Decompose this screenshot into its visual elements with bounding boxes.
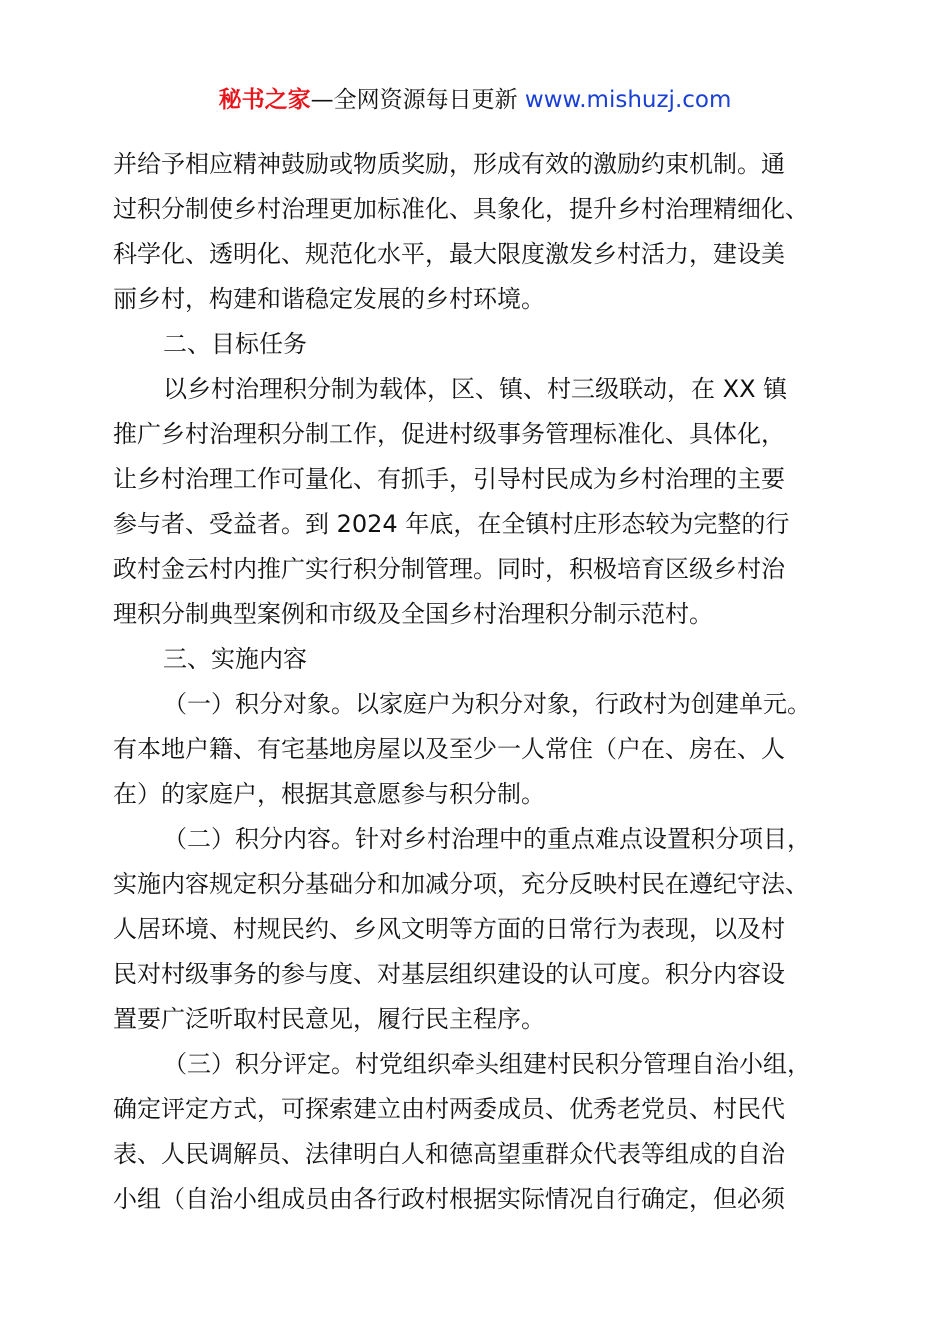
text-line: 参与者、受益者。到 2024 年底，在全镇村庄形态较为完整的行 <box>113 510 790 538</box>
text-line: 人居环境、村规民约、乡风文明等方面的日常行为表现，以及村 <box>113 915 785 943</box>
site-brand: 秘书之家 <box>218 87 311 113</box>
site-url-link[interactable]: www.mishuzj.com <box>524 87 732 113</box>
text-line: 置要广泛听取村民意见，履行民主程序。 <box>113 1005 545 1033</box>
site-tagline: —全网资源每日更新 <box>310 87 525 113</box>
text-line: 在）的家庭户，根据其意愿参与积分制。 <box>113 780 545 808</box>
text-line: 推广乡村治理积分制工作，促进村级事务管理标准化、具体化， <box>113 420 785 448</box>
text-line: 确定评定方式，可探索建立由村两委成员、优秀老党员、村民代 <box>113 1095 785 1123</box>
text-line: 二、目标任务 <box>163 330 307 358</box>
text-line: 表、人民调解员、法律明白人和德高望重群众代表等组成的自治 <box>113 1140 785 1168</box>
text-line: 过积分制使乡村治理更加标准化、具象化，提升乡村治理精细化、 <box>113 195 809 223</box>
document-body <box>113 142 848 1222</box>
text-line: 三、实施内容 <box>163 645 307 673</box>
text-line: （二）积分内容。针对乡村治理中的重点难点设置积分项目， <box>163 825 811 853</box>
text-line: 实施内容规定积分基础分和加减分项，充分反映村民在遵纪守法、 <box>113 870 809 898</box>
text-line: 有本地户籍、有宅基地房屋以及至少一人常住（户在、房在、人 <box>113 735 785 763</box>
text-line: 理积分制典型案例和市级及全国乡村治理积分制示范村。 <box>113 600 713 628</box>
text-line: 政村金云村内推广实行积分制管理。同时，积极培育区级乡村治 <box>113 555 785 583</box>
text-line: 民对村级事务的参与度、对基层组织建设的认可度。积分内容设 <box>113 960 785 988</box>
text-line: 让乡村治理工作可量化、有抓手，引导村民成为乡村治理的主要 <box>113 465 785 493</box>
text-line: 并给予相应精神鼓励或物质奖励，形成有效的激励约束机制。通 <box>113 150 785 178</box>
text-line: （三）积分评定。村党组织牵头组建村民积分管理自治小组， <box>163 1050 811 1078</box>
text-line: （一）积分对象。以家庭户为积分对象，行政村为创建单元。 <box>163 690 811 718</box>
text-line: 小组（自治小组成员由各行政村根据实际情况自行确定，但必须 <box>113 1185 785 1213</box>
site-header <box>0 82 950 118</box>
text-line: 科学化、透明化、规范化水平，最大限度激发乡村活力，建设美 <box>113 240 785 268</box>
text-line: 丽乡村，构建和谐稳定发展的乡村环境。 <box>113 285 545 313</box>
text-line: 以乡村治理积分制为载体，区、镇、村三级联动，在 XX 镇 <box>163 375 788 403</box>
